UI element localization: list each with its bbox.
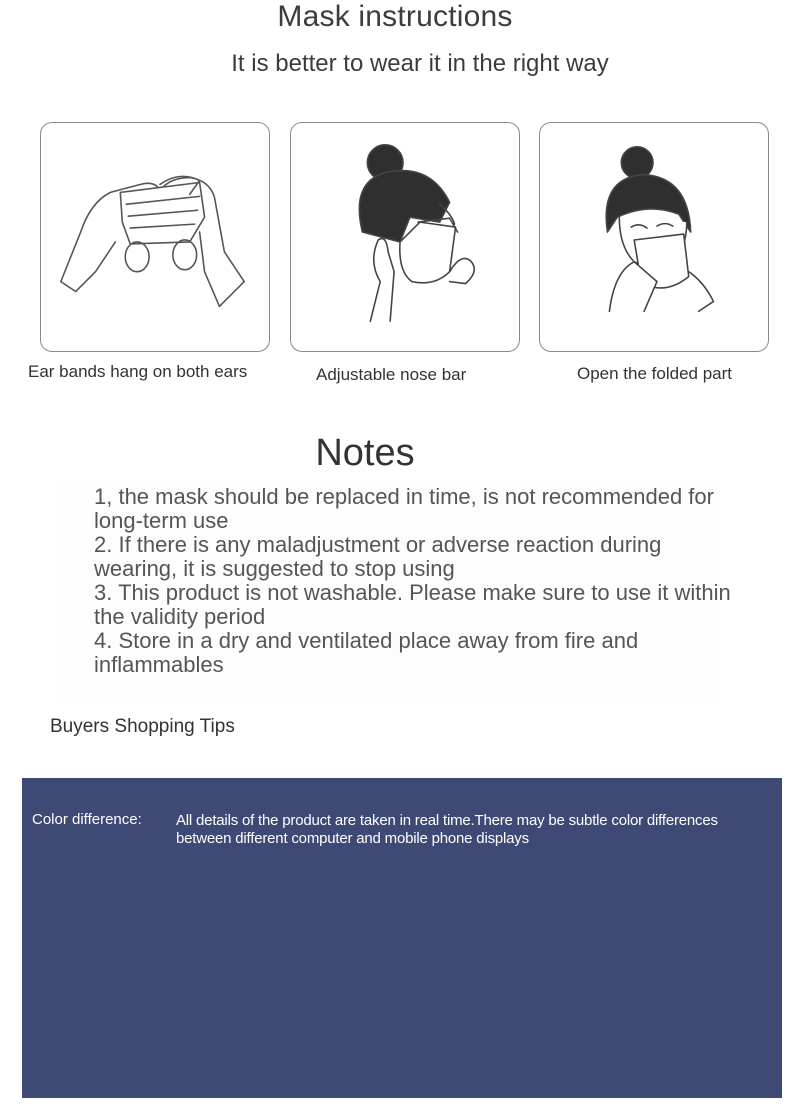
step-card-open-folded [539, 122, 769, 352]
note-item: 3. This product is not washable. Please make sure to use it within the validity period [94, 580, 731, 629]
color-difference-text: All details of the product are taken in real time.There may be subtle color differences between different computer and mobile phone displays [176, 812, 718, 847]
instruction-steps [40, 122, 772, 356]
notes-title: Notes [315, 432, 415, 474]
step-card-ear-bands [40, 122, 270, 352]
shopping-tips-heading: Buyers Shopping Tips [50, 716, 235, 737]
note-item: 1, the mask should be replaced in time, is not recommended for long-term use [94, 484, 714, 533]
nose-bar-adjust-illustration [291, 123, 519, 351]
page-title: Mask instructions [277, 0, 513, 33]
color-difference-label: Color difference: [32, 811, 142, 828]
note-item: 4. Store in a dry and ventilated place away from fire and inflammables [94, 628, 639, 677]
mask-ear-bands-illustration [41, 123, 269, 351]
step-card-nose-bar [290, 122, 520, 352]
step-caption-nose-bar: Adjustable nose bar [316, 365, 467, 384]
note-item: 2. If there is any maladjustment or adverse reaction during wearing, it is suggested to stop using [94, 532, 662, 581]
step-caption-ear-bands: Ear bands hang on both ears [28, 362, 248, 381]
color-difference-panel [22, 778, 782, 1098]
open-folded-part-illustration [540, 123, 768, 351]
step-caption-open-folded: Open the folded part [577, 364, 733, 383]
page-subtitle: It is better to wear it in the right way [231, 50, 609, 77]
